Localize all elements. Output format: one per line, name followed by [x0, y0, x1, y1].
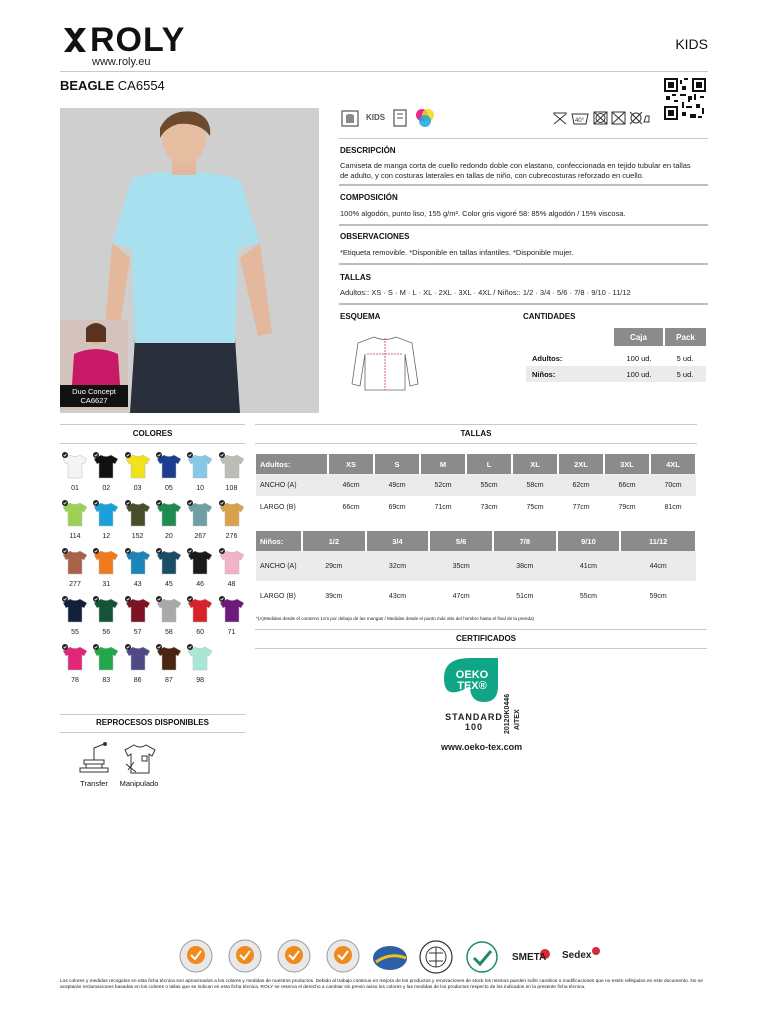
- color-swatch[interactable]: [125, 452, 153, 490]
- size-cell: 62cm: [558, 474, 604, 496]
- color-swatch[interactable]: [219, 500, 247, 538]
- quantities-title: CANTIDADES: [523, 312, 576, 321]
- tshirt-swatch-icon: [93, 452, 119, 480]
- qty-header-pack: Pack: [664, 328, 706, 346]
- color-code: 87: [164, 677, 173, 684]
- tshirt-swatch-icon: [156, 548, 182, 576]
- manipulated-tshirt-icon: [122, 742, 158, 776]
- size-cell: 51cm: [516, 592, 534, 600]
- size-cell: 69cm: [388, 503, 406, 511]
- footer-logos: [178, 938, 608, 978]
- product-name: BEAGLE: [60, 78, 115, 93]
- color-swatch[interactable]: [62, 644, 90, 682]
- product-title: [60, 78, 165, 93]
- color-code: 60: [196, 629, 205, 636]
- color-swatch[interactable]: [62, 452, 90, 490]
- qty-row-label: Adultos:: [532, 353, 563, 363]
- size-cell: 29cm: [302, 551, 366, 581]
- color-code: 58: [164, 629, 173, 636]
- description-title: DESCRIPCIÓN: [340, 146, 396, 155]
- color-code: 98: [196, 677, 205, 684]
- sizes-info-title: TALLAS: [340, 273, 371, 282]
- color-code: 267: [194, 533, 207, 540]
- tshirt-box-icon: [340, 108, 360, 128]
- roly-logo: [62, 22, 192, 58]
- color-swatch[interactable]: [219, 596, 247, 634]
- color-swatch[interactable]: [156, 500, 184, 538]
- qty-row-label: Niños:: [526, 366, 614, 382]
- tshirt-swatch-icon: [187, 548, 213, 576]
- color-swatch[interactable]: [156, 548, 184, 586]
- size-header-label: Adultos:: [256, 454, 328, 474]
- size-cell: 46cm: [328, 474, 374, 496]
- composition-text: 100% algodón, punto liso, 155 g/m². Color gris vigoré 58: 85% algodón / 15% viscosa.: [340, 209, 626, 218]
- size-row-label: ANCHO (A): [256, 551, 302, 581]
- color-swatch[interactable]: [62, 548, 90, 586]
- color-code: 20: [164, 533, 173, 540]
- certificates-title: CERTIFICADOS: [456, 634, 516, 643]
- size-cell: 77cm: [572, 503, 590, 511]
- reprocess-item: Transfer: [80, 779, 108, 788]
- tshirt-swatch-icon: [125, 452, 151, 480]
- size-cell: 32cm: [366, 551, 430, 581]
- tshirt-swatch-icon: [187, 596, 213, 624]
- sedex-label: Sedex: [562, 950, 592, 961]
- size-row-label: LARGO (B): [260, 503, 296, 511]
- size-cell: 55cm: [466, 474, 512, 496]
- color-code: 31: [102, 581, 111, 588]
- size-cell: 52cm: [420, 474, 466, 496]
- transfer-press-icon: [76, 742, 112, 776]
- color-swatch[interactable]: [156, 452, 184, 490]
- color-swatch[interactable]: [93, 644, 121, 682]
- size-cell: 38cm: [493, 551, 557, 581]
- color-code: 02: [102, 485, 111, 492]
- size-cell: 79cm: [618, 503, 636, 511]
- color-swatch[interactable]: [187, 500, 215, 538]
- kids-icon-label: KIDS: [366, 113, 386, 122]
- care-instructions-icon: [552, 110, 650, 126]
- size-cell: 49cm: [374, 474, 420, 496]
- size-cell: 66cm: [604, 474, 650, 496]
- color-code: 46: [196, 581, 205, 588]
- color-code: 12: [102, 533, 111, 540]
- size-header: 1/2: [302, 531, 366, 551]
- color-swatch[interactable]: [125, 500, 153, 538]
- tshirt-swatch-icon: [62, 500, 88, 528]
- tshirt-swatch-icon: [125, 500, 151, 528]
- brand-name: ROLY: [90, 21, 186, 59]
- size-cell: 55cm: [579, 592, 598, 600]
- tshirt-swatch-icon: [219, 452, 245, 480]
- tshirt-swatch-icon: [219, 500, 245, 528]
- color-code: 152: [131, 533, 144, 540]
- product-code: CA6554: [117, 78, 165, 93]
- color-swatch[interactable]: [93, 596, 121, 634]
- size-cell: 73cm: [480, 503, 498, 511]
- size-cell: 75cm: [526, 503, 544, 511]
- tshirt-swatch-icon: [219, 548, 245, 576]
- size-cell: 44cm: [620, 551, 696, 581]
- size-row-label: ANCHO (A): [256, 474, 328, 496]
- color-swatch[interactable]: [219, 452, 247, 490]
- size-cell: 43cm: [388, 592, 407, 600]
- size-header: 3XL: [604, 454, 650, 474]
- tshirt-swatch-icon: [125, 548, 151, 576]
- oeko-tex-certificate: [440, 656, 540, 756]
- duo-concept-label: Duo Concept CA6627: [60, 385, 128, 407]
- size-table-title: TALLAS: [460, 429, 492, 438]
- size-cell: 70cm: [650, 474, 696, 496]
- category-label: KIDS: [675, 36, 708, 52]
- size-header: M: [420, 454, 466, 474]
- size-cell: 71cm: [434, 503, 452, 511]
- tshirt-swatch-icon: [93, 596, 119, 624]
- tshirt-swatch-icon: [187, 644, 213, 672]
- size-cell: 41cm: [557, 551, 621, 581]
- size-header: S: [374, 454, 420, 474]
- sizes-info-text: Adultos:: XS · S · M · L · XL · 2XL · 3XL · 4XL / Niños:: 1/2 · 3/4 · 5/6 · 7/8 · 9/10 · 11/12: [340, 288, 631, 297]
- tshirt-swatch-icon: [156, 500, 182, 528]
- size-header: XS: [328, 454, 374, 474]
- size-cell: 47cm: [452, 592, 470, 600]
- tshirt-swatch-icon: [62, 548, 88, 576]
- oeko-cert-code: 20120K0446: [504, 693, 511, 734]
- tshirt-swatch-icon: [156, 644, 182, 672]
- color-swatch[interactable]: [219, 548, 247, 586]
- sgs-logo-icon: [229, 940, 261, 972]
- size-header: 11/12: [620, 531, 696, 551]
- size-cell: 39cm: [325, 592, 343, 600]
- size-header: 4XL: [650, 454, 696, 474]
- oeko-standard: STANDARD 100: [445, 712, 503, 732]
- color-swatch[interactable]: [187, 452, 215, 490]
- color-swatch[interactable]: [62, 596, 90, 634]
- color-code: 01: [71, 485, 79, 492]
- color-code: 83: [102, 677, 111, 684]
- color-swatch[interactable]: [62, 500, 90, 538]
- size-cell: 58cm: [512, 474, 558, 496]
- tshirt-swatch-icon: [93, 548, 119, 576]
- size-cell: 59cm: [649, 592, 667, 600]
- tshirt-swatch-icon: [156, 452, 182, 480]
- color-swatch[interactable]: [187, 644, 215, 682]
- color-swatch[interactable]: [125, 644, 153, 682]
- composition-title: COMPOSICIÓN: [340, 193, 398, 202]
- tshirt-swatch-icon: [125, 596, 151, 624]
- reprocess-title: REPROCESOS DISPONIBLES: [96, 718, 209, 727]
- colors-title: COLORES: [132, 429, 173, 438]
- size-header: 3/4: [366, 531, 430, 551]
- size-header: 9/10: [557, 531, 621, 551]
- color-code: 78: [71, 677, 79, 684]
- tshirt-swatch-icon: [219, 596, 245, 624]
- sedex-logo-icon: [592, 947, 600, 955]
- kids-size-table: [256, 531, 697, 611]
- color-swatch[interactable]: [187, 548, 215, 586]
- color-swatch[interactable]: [187, 596, 215, 634]
- size-cell: 81cm: [664, 503, 682, 511]
- reprocess-item: Manipulado: [119, 779, 159, 788]
- color-swatch[interactable]: [93, 548, 121, 586]
- tshirt-swatch-icon: [62, 644, 88, 672]
- sgs-logo-icon: [327, 940, 359, 972]
- tshirt-swatch-icon: [156, 596, 182, 624]
- qty-cell: 5 ud.: [664, 366, 706, 382]
- color-code: 03: [133, 485, 142, 492]
- scheme-title: ESQUEMA: [340, 312, 381, 321]
- size-note: *(A)Medidas desde el contorno 1cm por debajo de las mangas / Medidas desde el punto más alto del hombro hasta el final de la prenda): [256, 616, 535, 621]
- qty-cell: 100 ud.: [614, 366, 664, 382]
- roly-mark-icon: [62, 26, 88, 54]
- svg-text:40°: 40°: [575, 118, 585, 124]
- color-code: 277: [69, 581, 81, 588]
- tshirt-swatch-icon: [93, 500, 119, 528]
- description-text: Camiseta de manga corta de cuello redondo doble con elastano, confeccionada en tejido tubular en tallas de adulto, y con costuras laterales en tallas de niño, con cubrecosturas reforzado en cuello.: [340, 161, 691, 180]
- label-tag-icon: [391, 108, 409, 128]
- ilo-logo-icon: [420, 941, 452, 973]
- qty-cell: 100 ud.: [626, 353, 652, 363]
- tshirt-swatch-icon: [62, 596, 88, 624]
- color-swatch[interactable]: [156, 644, 184, 682]
- color-code: 05: [164, 485, 173, 492]
- oeko-institute: AITEX: [514, 709, 521, 730]
- color-swatch[interactable]: [125, 548, 153, 586]
- color-code: 48: [227, 581, 236, 588]
- color-code: 57: [133, 629, 142, 636]
- sgs-logo-icon: [278, 940, 310, 972]
- size-row-label: LARGO (B): [260, 592, 296, 600]
- aeo-logo-icon: [373, 946, 407, 970]
- tshirt-swatch-icon: [93, 644, 119, 672]
- tshirt-swatch-icon: [62, 452, 88, 480]
- qr-code-icon: [664, 78, 706, 120]
- footer-disclaimer: Los colores y medidas recogidos en esta ficha técnica son aproximados a los colores y medidas de nuestros productos. Debido al trabajo continuo en mejora de los productos y renovaciones de stock los mismos pueden sufrir cambios o modificaciones que no estén reflejados en este documento. No se aceptarán reclamaciones basadas en los colores o tallas que se indican en esta ficha técnica. ROLY se reserva el derecho a cambiar sin previo aviso los colores y las medidas de los productos respecto de los indicados en la presente ficha técnica.: [60, 979, 703, 990]
- color-swatch[interactable]: [125, 596, 153, 634]
- oeko-logo-text: OEKO TEX®: [455, 669, 489, 692]
- tshirt-swatch-icon: [125, 644, 151, 672]
- color-code: 114: [69, 533, 81, 540]
- color-code: 55: [71, 629, 79, 636]
- size-header-label: Niños:: [256, 531, 302, 551]
- tshirt-swatch-icon: [187, 500, 213, 528]
- color-code: 86: [133, 677, 142, 684]
- color-swatch[interactable]: [93, 500, 121, 538]
- color-code: 56: [102, 629, 111, 636]
- size-header: L: [466, 454, 512, 474]
- color-code: 10: [196, 485, 205, 492]
- quantities-table: [526, 328, 706, 382]
- tshirt-scheme-icon: [350, 334, 420, 392]
- reach-logo-icon: [467, 942, 497, 972]
- color-code: 43: [133, 581, 142, 588]
- observations-title: OBSERVACIONES: [340, 232, 410, 241]
- size-cell: 35cm: [429, 551, 493, 581]
- brand-url[interactable]: www.roly.eu: [92, 56, 151, 68]
- smeta-label: SMETA: [512, 952, 547, 963]
- size-header: XL: [512, 454, 558, 474]
- tshirt-swatch-icon: [187, 452, 213, 480]
- size-cell: 66cm: [342, 503, 360, 511]
- oeko-site[interactable]: www.oeko-tex.com: [441, 742, 523, 752]
- size-header: 5/6: [429, 531, 493, 551]
- color-swatch[interactable]: [156, 596, 184, 634]
- sgs-logo-icon: [180, 940, 212, 972]
- qty-cell: 5 ud.: [676, 353, 694, 363]
- color-code: 45: [164, 581, 173, 588]
- size-header: 7/8: [493, 531, 557, 551]
- color-code: 276: [225, 533, 238, 540]
- color-range-icon: [414, 107, 436, 129]
- color-code: 108: [225, 485, 238, 492]
- color-swatch[interactable]: [93, 452, 121, 490]
- size-header: 2XL: [558, 454, 604, 474]
- observations-text: *Etiqueta removible. *Disponible en tallas infantiles. *Disponible mujer.: [340, 248, 574, 257]
- adult-size-table: [256, 454, 697, 518]
- qty-header-box: Caja: [614, 328, 664, 346]
- color-code: 71: [227, 629, 236, 636]
